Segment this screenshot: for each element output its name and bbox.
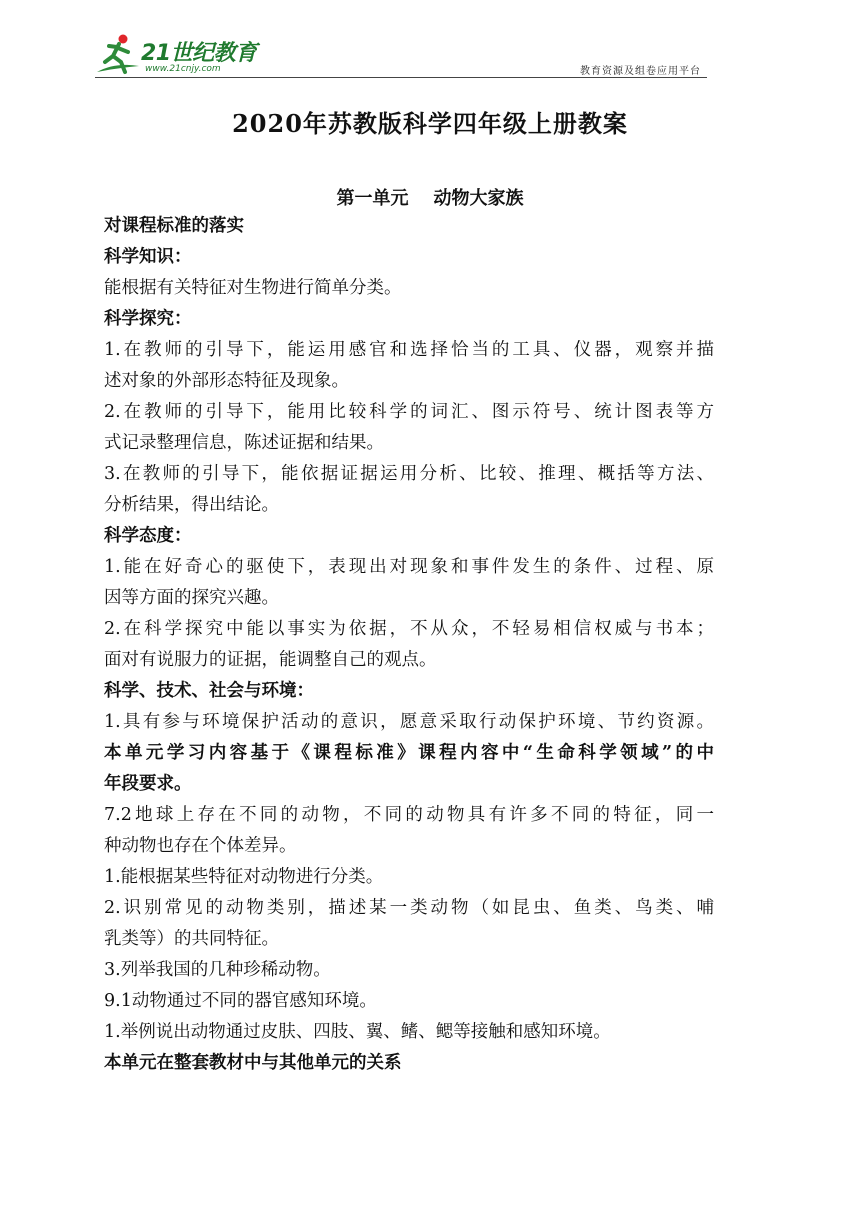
unit-title: 第一单元 动物大家族 xyxy=(336,188,524,209)
text-line: 3.列举我国的几种珍稀动物。 xyxy=(104,960,331,980)
text-line: 7.2地球上存在不同的动物，不同的动物具有许多不同的特征，同一 xyxy=(104,805,714,825)
section-heading: 本单元在整套教材中与其他单元的关系 xyxy=(104,1053,402,1073)
subheading: 科学态度： xyxy=(104,526,192,546)
text-line: 1.能根据某些特征对动物进行分类。 xyxy=(104,867,384,887)
document-body xyxy=(104,211,714,1079)
page-header xyxy=(95,28,707,80)
text-line: 式记录整理信息，陈述证据和结果。 xyxy=(104,433,384,453)
subheading: 科学知识： xyxy=(104,247,192,267)
running-figure-icon xyxy=(95,32,141,76)
text-line: 9.1动物通过不同的器官感知环境。 xyxy=(104,991,377,1011)
section-heading: 对课程标准的落实 xyxy=(104,216,244,236)
text-line: 乳类等）的共同特征。 xyxy=(104,929,279,949)
platform-label: 教育资源及组卷应用平台 xyxy=(580,66,701,77)
bold-paragraph: 年段要求。 xyxy=(104,774,192,794)
subheading: 科学探究： xyxy=(104,309,192,329)
text-line: 2.在教师的引导下，能用比较科学的词汇、图示符号、统计图表等方 xyxy=(104,402,714,422)
document-title: 2020年苏教版科学四年级上册教案 xyxy=(232,109,628,138)
subheading: 科学、技术、社会与环境： xyxy=(104,681,314,701)
text-line: 3.在教师的引导下，能依据证据运用分析、比较、推理、概括等方法、 xyxy=(104,464,714,484)
text-line: 述对象的外部形态特征及现象。 xyxy=(104,371,349,391)
text-line: 1.能在好奇心的驱使下，表现出对现象和事件发生的条件、过程、原 xyxy=(104,557,714,577)
brand-name: 21世纪教育 xyxy=(141,41,257,66)
text-line: 能根据有关特征对生物进行简单分类。 xyxy=(104,278,402,298)
text-line: 1.举例说出动物通过皮肤、四肢、翼、鳍、鳃等接触和感知环境。 xyxy=(104,1022,611,1042)
text-line: 2.在科学探究中能以事实为依据，不从众，不轻易相信权威与书本； xyxy=(104,619,714,639)
text-line: 因等方面的探究兴趣。 xyxy=(104,588,279,608)
bold-paragraph: 本单元学习内容基于《课程标准》课程内容中“生命科学领域”的中 xyxy=(104,743,714,763)
text-line: 分析结果，得出结论。 xyxy=(104,495,279,515)
text-line: 2.识别常见的动物类别，描述某一类动物（如昆虫、鱼类、鸟类、哺 xyxy=(104,898,714,918)
header-divider xyxy=(95,77,707,78)
text-line: 面对有说服力的证据，能调整自己的观点。 xyxy=(104,650,437,670)
text-line: 种动物也存在个体差异。 xyxy=(104,836,297,856)
brand-url: www.21cnjy.com xyxy=(145,64,221,74)
text-line: 1.在教师的引导下，能运用感官和选择恰当的工具、仪器，观察并描 xyxy=(104,340,714,360)
logo xyxy=(95,32,265,76)
text-line: 1.具有参与环境保护活动的意识，愿意采取行动保护环境、节约资源。 xyxy=(104,712,714,732)
